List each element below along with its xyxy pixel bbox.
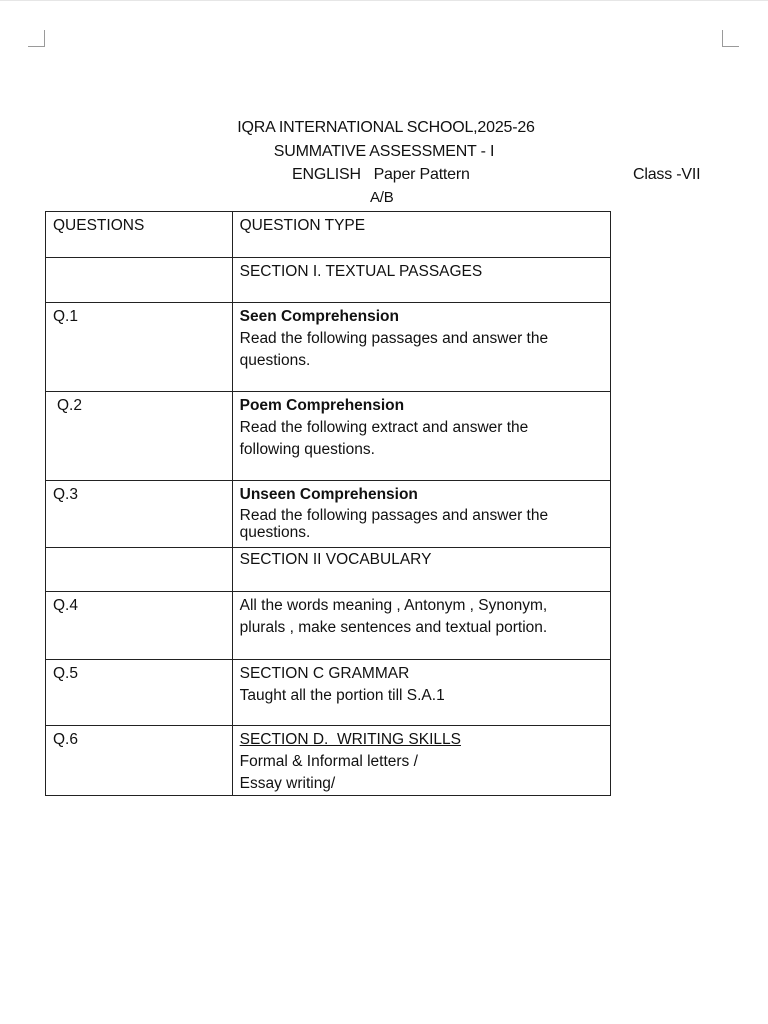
assessment-title: SUMMATIVE ASSESSMENT - I: [273, 143, 495, 160]
question-title: Poem Comprehension: [239, 397, 405, 414]
margin-corner-top-right: [722, 30, 739, 47]
table-row: [46, 303, 611, 392]
question-number: [46, 258, 233, 303]
section-heading: SECTION II VOCABULARY: [239, 551, 432, 568]
subject-title: ENGLISH Paper Pattern: [292, 166, 470, 183]
question-instruction: questions.: [239, 352, 311, 369]
table-row: [46, 392, 611, 481]
question-type-cell: [232, 726, 610, 796]
question-instruction: Read the following passages and answer the: [239, 330, 549, 347]
question-number: Q.2: [46, 392, 233, 481]
question-instruction: Essay writing/: [239, 775, 336, 792]
school-name: IQRA INTERNATIONAL SCHOOL,2025-26: [237, 119, 535, 136]
question-number: [46, 548, 233, 592]
table-row: [46, 548, 611, 592]
question-instruction: following questions.: [239, 441, 375, 458]
question-instruction: questions.: [239, 524, 311, 541]
section-heading: SECTION I. TEXTUAL PASSAGES: [239, 263, 483, 280]
question-type-cell: [232, 592, 610, 660]
column-header-question-type: QUESTION TYPE: [232, 212, 610, 258]
question-instruction: All the words meaning , Antonym , Synonym,: [239, 597, 548, 614]
question-type-cell: [232, 660, 610, 726]
question-type-cell: [232, 392, 610, 481]
column-header-questions: QUESTIONS: [46, 212, 233, 258]
section-heading: SECTION D. WRITING SKILLS: [239, 731, 461, 748]
class-label: Class -VII: [633, 166, 701, 183]
section-heading: SECTION C GRAMMAR: [239, 665, 410, 682]
paper-set: A/B: [370, 189, 394, 206]
table-row: [46, 660, 611, 726]
question-instruction: plurals , make sentences and textual portion.: [239, 619, 548, 636]
page-top-edge: [0, 0, 768, 1]
question-title: Unseen Comprehension: [239, 486, 418, 503]
table-row: [46, 258, 611, 303]
question-type-cell: [232, 481, 610, 548]
margin-corner-top-left: [28, 30, 45, 47]
table-header-row: [46, 212, 611, 258]
question-number: Q.3: [46, 481, 233, 548]
question-instruction: Taught all the portion till S.A.1: [239, 687, 445, 704]
question-type-cell: [232, 303, 610, 392]
question-type-cell: [232, 548, 610, 592]
question-number: Q.6: [46, 726, 233, 796]
question-number: Q.4: [46, 592, 233, 660]
table-row: [46, 726, 611, 796]
question-instruction: Read the following passages and answer the: [239, 507, 549, 524]
question-type-cell: [232, 258, 610, 303]
question-instruction: Formal & Informal letters /: [239, 753, 418, 770]
paper-pattern-table: [45, 211, 611, 796]
question-title: Seen Comprehension: [239, 308, 399, 325]
table-row: [46, 481, 611, 548]
question-number: Q.1: [46, 303, 233, 392]
question-number: Q.5: [46, 660, 233, 726]
table-row: [46, 592, 611, 660]
question-instruction: Read the following extract and answer the: [239, 419, 529, 436]
